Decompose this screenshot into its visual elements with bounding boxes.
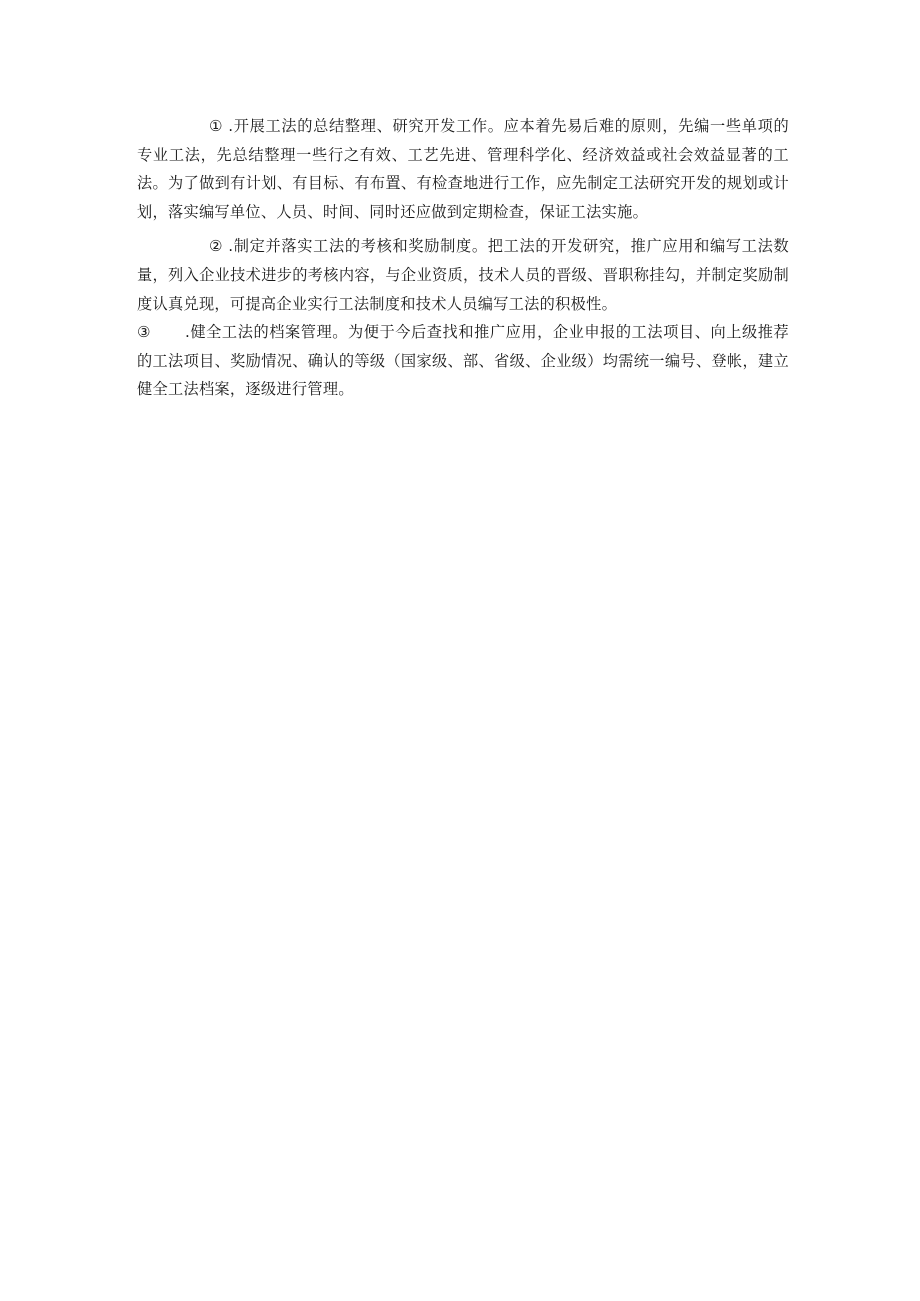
list-marker-1: ① [209,117,223,135]
paragraph-3-text: 健全工法的档案管理。为便于今后查找和推广应用，企业申报的工法项目、向上级推荐的工法项目、奖励情况、确认的等级（国家级、部、省级、企业级）均需统一编号、登帐，建立健全工法档案，逐级进行管理。 [137,323,789,399]
document-body [137,112,789,404]
list-separator-3: . [185,323,191,342]
list-separator-1: . [222,117,234,135]
list-separator-2: . [222,237,234,256]
list-marker-3: ③ [137,323,151,342]
paragraph-3 [137,318,789,404]
paragraph-1 [137,112,789,226]
list-marker-2: ② [209,237,223,256]
paragraph-2 [137,232,789,318]
paragraph-1-text: 开展工法的总结整理、研究开发工作。应本着先易后难的原则，先编一些单项的专业工法，先总结整理一些行之有效、工艺先进、管理科学化、经济效益或社会效益显著的工法。为了做到有计划、有目标、有布置、有检查地进行工作，应先制定工法研究开发的规划或计划，落实编写单位、人员、时间、同时还应做到定期检查，保证工法实施。 [137,117,790,221]
paragraph-2-text: 制定并落实工法的考核和奖励制度。把工法的开发研究，推广应用和编写工法数量，列入企业技术进步的考核内容，与企业资质，技术人员的晋级、晋职称挂勾，并制定奖励制度认真兑现，可提高企业实行工法制度和技术人员编写工法的积极性。 [137,237,790,313]
